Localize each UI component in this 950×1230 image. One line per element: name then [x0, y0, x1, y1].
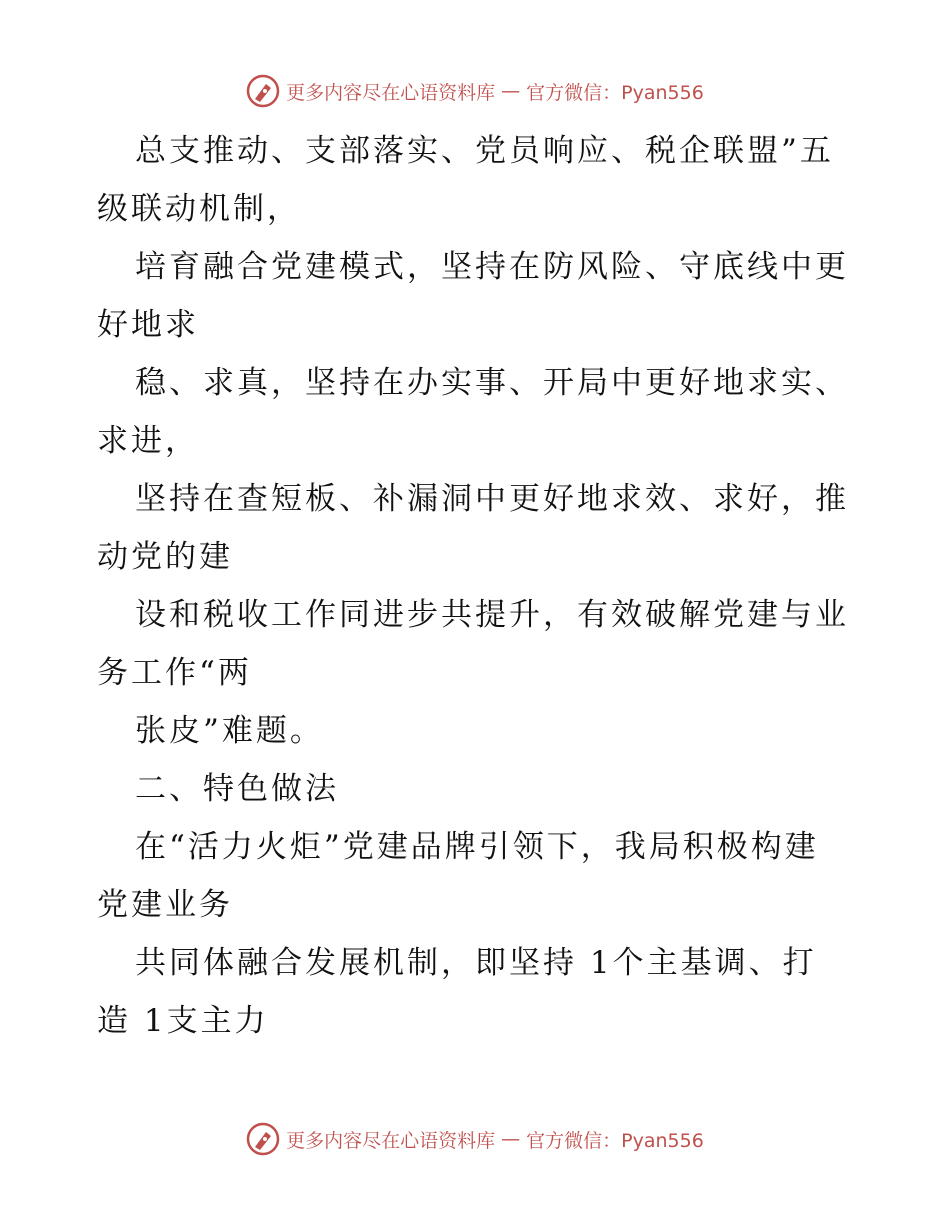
- text-line: 动党的建: [97, 539, 233, 575]
- watermark-contact: 官方微信：Pyan556: [526, 1129, 704, 1152]
- text-line: 级联动机制，: [97, 191, 301, 227]
- pen-nib-logo-icon: [246, 1122, 280, 1156]
- text-line: 张皮”难题。: [135, 713, 324, 749]
- watermark-footer: [0, 1119, 950, 1159]
- text-line: 设和税收工作同进步共提升，有效破解党建与业: [135, 597, 849, 633]
- text-line: 党建业务: [97, 887, 233, 923]
- text-line: 在“活力火炬”党建品牌引领下，我局积极构建: [135, 829, 819, 865]
- watermark-header: [0, 71, 950, 111]
- document-body: [97, 122, 857, 1050]
- watermark-text: 更多内容尽在心语资料库: [286, 81, 496, 104]
- text-line: 共同体融合发展机制，即坚持 1个主基调、打: [135, 945, 817, 981]
- text-line: 坚持在查短板、补漏洞中更好地求效、求好，推: [135, 481, 849, 517]
- text-line: 求进，: [97, 423, 199, 459]
- text-line: 务工作“两: [97, 655, 252, 691]
- text-line: 总支推动、支部落实、党员响应、税企联盟”五: [135, 133, 834, 169]
- watermark-text: 更多内容尽在心语资料库: [286, 1129, 496, 1152]
- text-line: 稳、求真，坚持在办实事、开局中更好地求实、: [135, 365, 849, 401]
- text-line: 好地求: [97, 307, 199, 343]
- pen-nib-logo-icon: [246, 74, 280, 108]
- watermark-separator: —: [501, 1128, 521, 1150]
- text-line: 二、特色做法: [135, 771, 339, 807]
- text-line: 培育融合党建模式，坚持在防风险、守底线中更: [135, 249, 849, 285]
- watermark-separator: —: [501, 80, 521, 102]
- text-line: 造 1支主力: [97, 1003, 269, 1039]
- watermark-contact: 官方微信：Pyan556: [526, 81, 704, 104]
